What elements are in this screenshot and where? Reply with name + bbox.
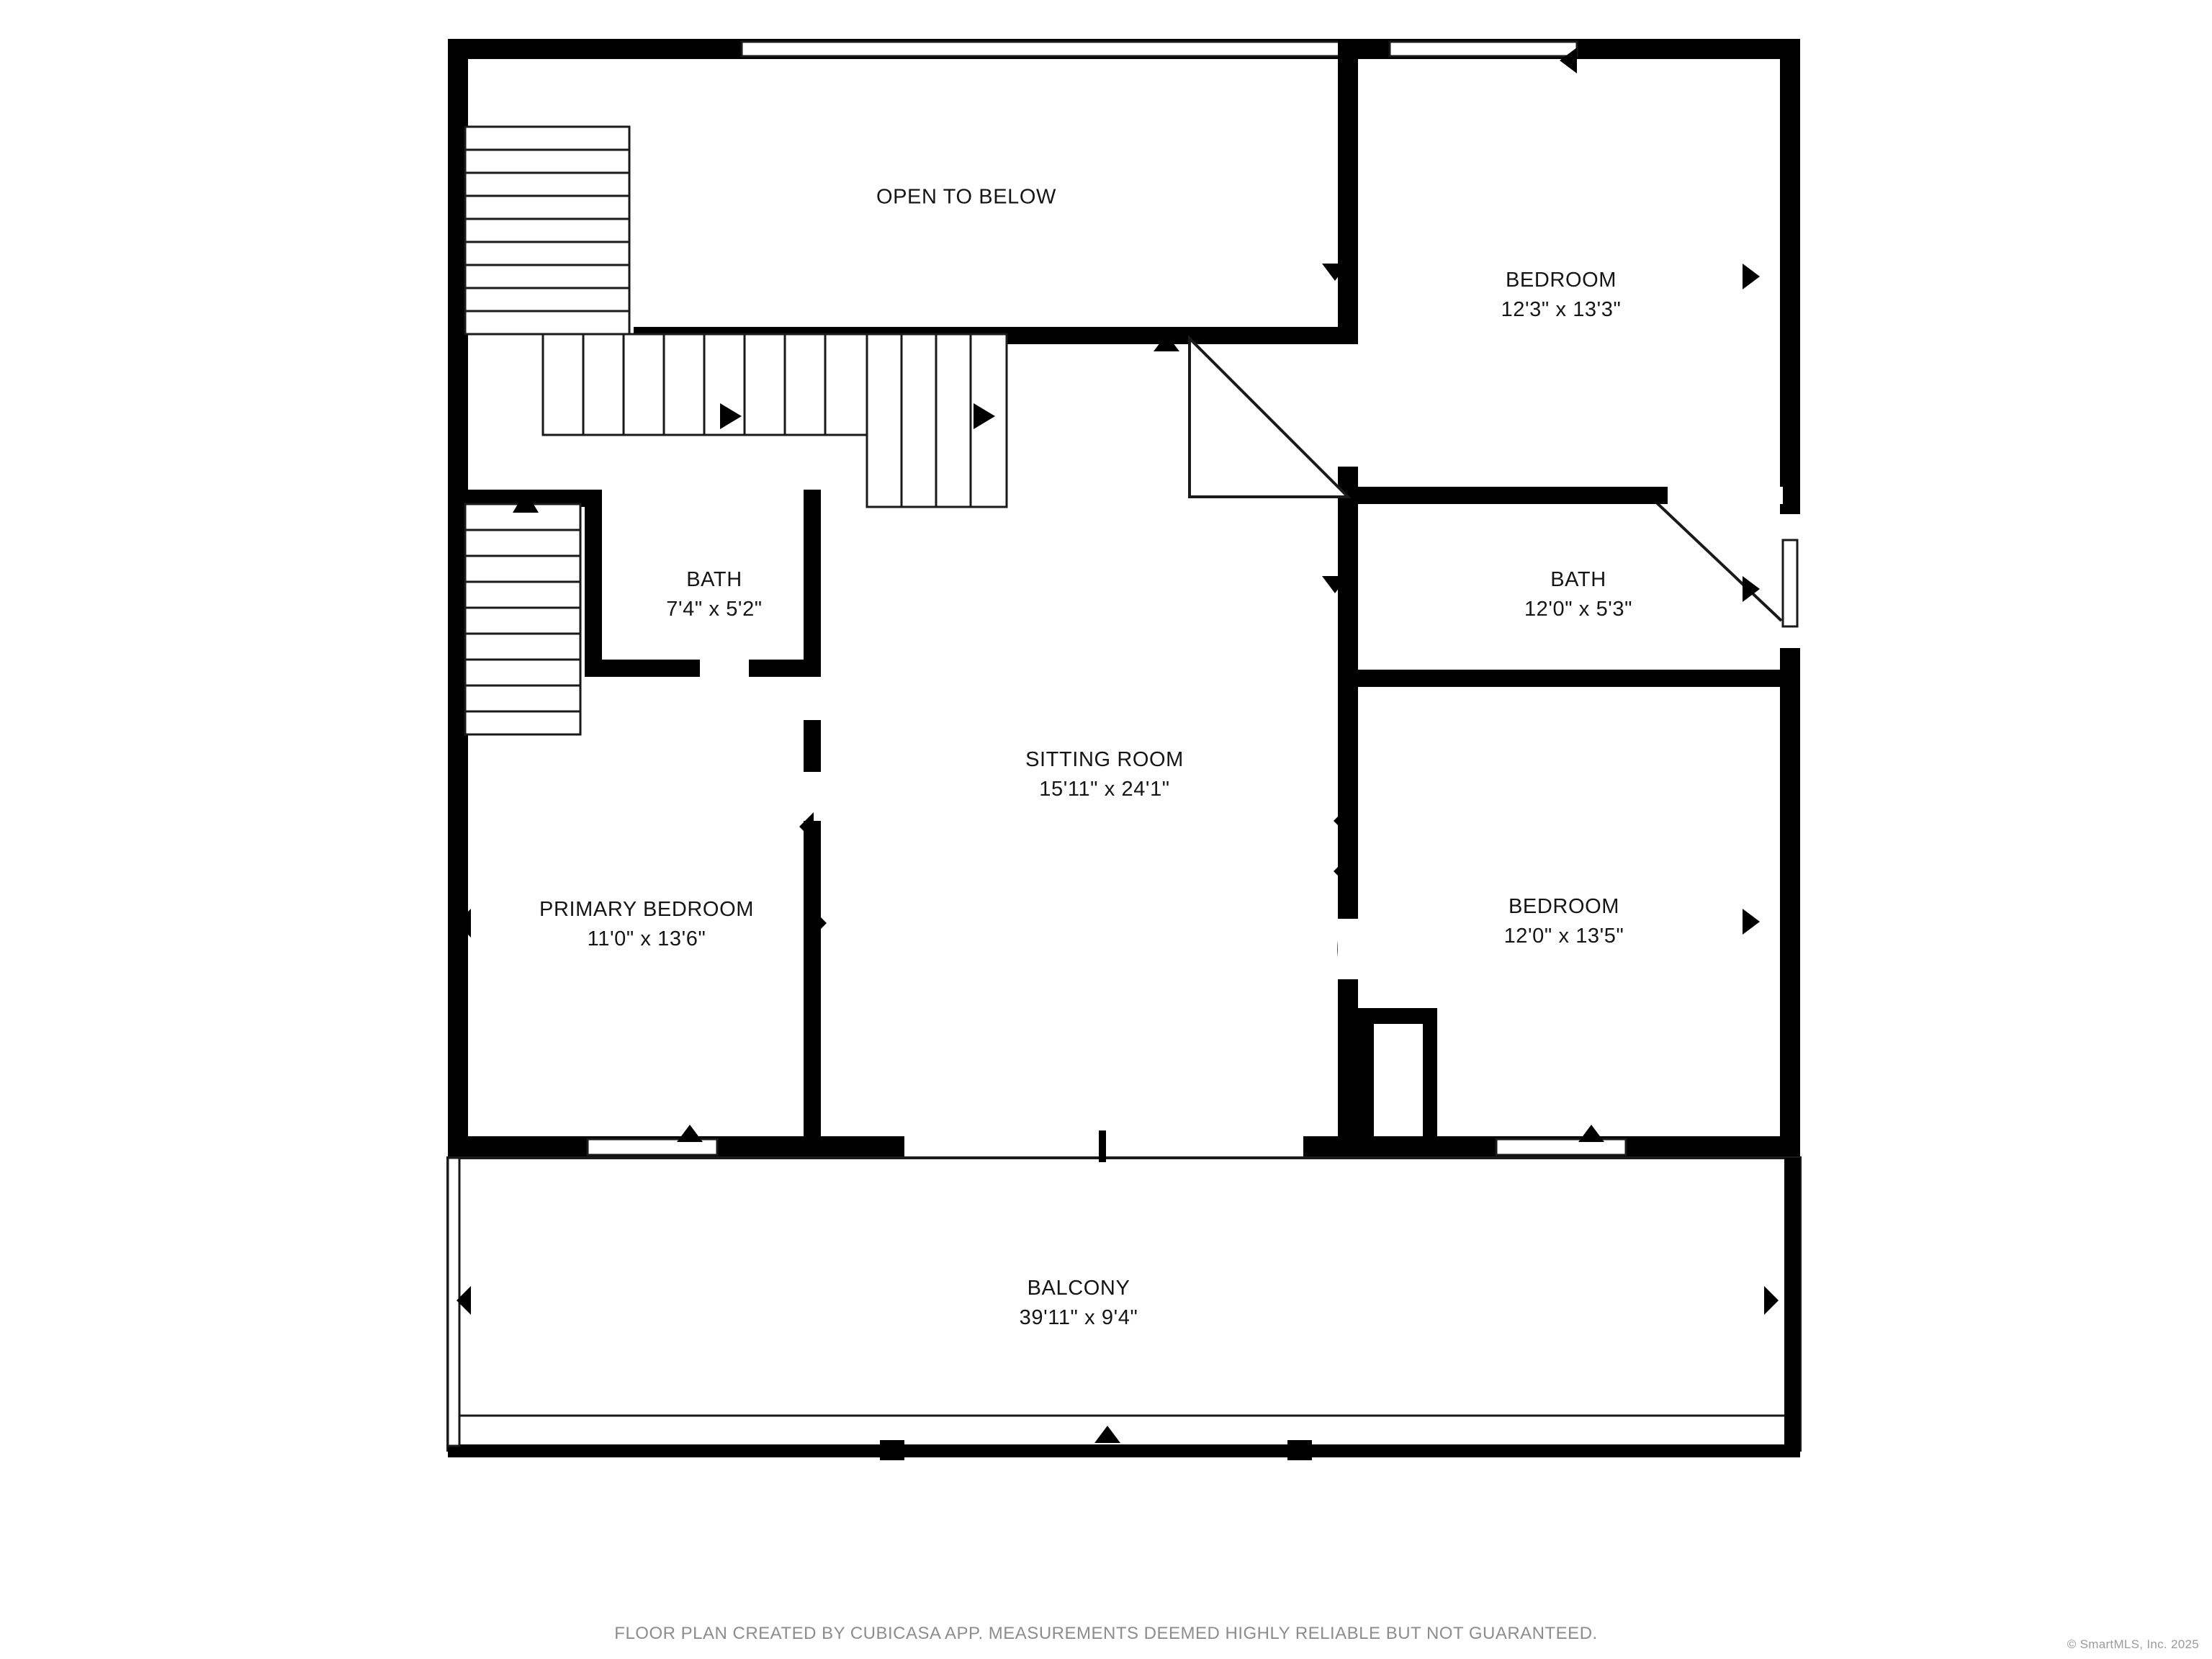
room-label-balcony — [1020, 1274, 1138, 1333]
room-dimensions: 12'3" x 13'3" — [1501, 298, 1622, 321]
room-dimensions: 7'4" x 5'2" — [666, 598, 763, 621]
room-label-bath-left — [666, 565, 762, 624]
room-label-bedroom-upper-right — [1501, 266, 1622, 325]
room-dimensions: 11'0" x 13'6" — [587, 927, 706, 950]
room-name: SITTING ROOM — [1025, 747, 1184, 771]
room-dimensions: 12'0" x 5'3" — [1524, 598, 1633, 621]
room-dimensions: 15'11" x 24'1" — [1039, 778, 1170, 801]
window-right-bath — [1783, 540, 1797, 626]
room-label-bath-right — [1524, 565, 1632, 624]
room-label-sitting-room — [1025, 745, 1184, 804]
room-name: BEDROOM — [1508, 894, 1620, 918]
room-name: BATH — [686, 567, 742, 591]
staircase-upper — [465, 127, 629, 334]
room-name: PRIMARY BEDROOM — [539, 897, 754, 921]
room-name: OPEN TO BELOW — [876, 185, 1057, 209]
balcony-door — [1099, 1130, 1106, 1162]
room-dimensions: 12'0" x 13'5" — [1503, 925, 1624, 948]
room-label-bedroom-lower-right — [1504, 892, 1624, 951]
copyright-credit: © SmartMLS, Inc. 2025 — [2067, 1637, 2199, 1651]
room-name: BATH — [1550, 567, 1606, 591]
window-right-bedroom — [1496, 1139, 1626, 1155]
staircase-landing-run — [543, 334, 1007, 507]
window-top-right — [1390, 42, 1577, 56]
staircase-lower-left — [465, 504, 580, 734]
diagonal-wall-bath — [1649, 495, 1781, 621]
room-label-open-to-below — [876, 182, 1056, 212]
room-label-primary-bedroom — [539, 895, 754, 954]
room-name: BEDROOM — [1505, 268, 1617, 292]
window-top — [742, 42, 1350, 56]
disclaimer-note: FLOOR PLAN CREATED BY CUBICASA APP. MEASUREMENTS DEEMED HIGHLY RELIABLE BUT NOT GUARANTEED. — [614, 1624, 1598, 1643]
room-name: BALCONY — [1027, 1276, 1130, 1300]
diagonal-wall — [1190, 338, 1348, 497]
door-openings — [700, 669, 1346, 979]
room-dimensions: 39'11" x 9'4" — [1019, 1306, 1138, 1329]
